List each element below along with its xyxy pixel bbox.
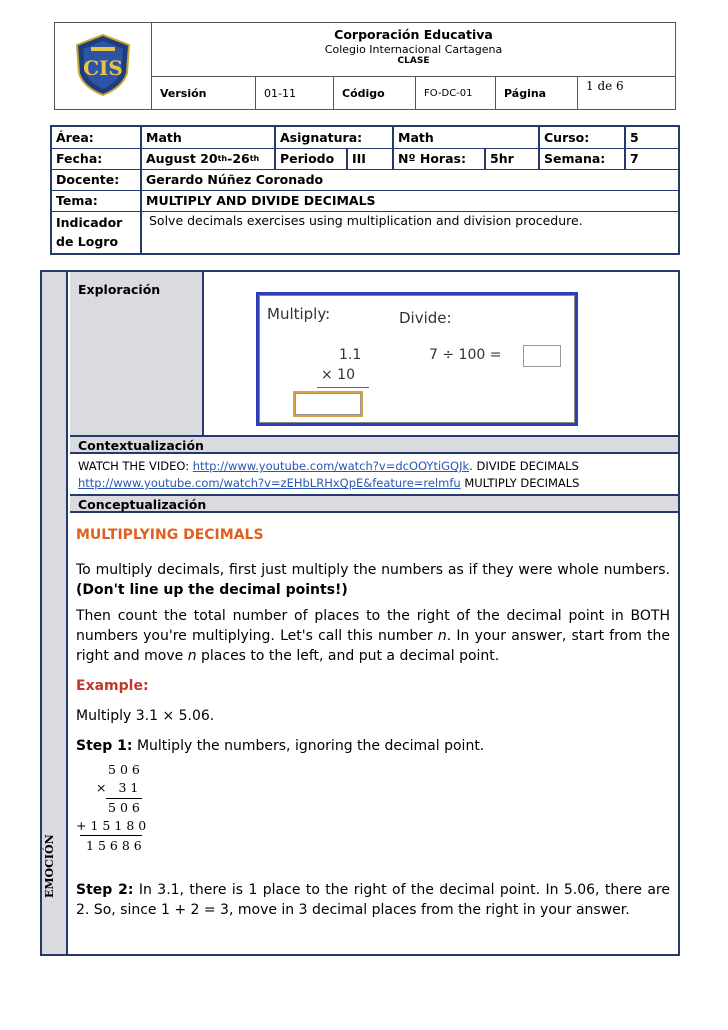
doc-type: CLASE — [397, 56, 430, 66]
code-value: FO-DC-01 — [416, 77, 496, 110]
concept-bar: Conceptualización — [70, 494, 678, 513]
multiply-answer-box[interactable] — [295, 393, 361, 415]
page-value: 1 de 6 — [586, 79, 624, 93]
emotion-sidebar — [42, 272, 68, 954]
info-row-teacher — [52, 169, 678, 191]
page-label: Página — [496, 77, 578, 110]
period-label: Periodo — [276, 148, 348, 169]
context-bar: Contextualización — [70, 435, 678, 454]
example-text: Multiply 3.1 × 5.06. — [76, 708, 215, 724]
example-label: Example: — [76, 678, 149, 694]
date-value: August 20 th -26 th — [142, 148, 276, 169]
version-label: Versión — [152, 77, 256, 110]
divide-label: Divide: — [399, 309, 452, 327]
header-title-block — [152, 23, 675, 66]
school-logo-icon — [73, 33, 133, 97]
video-link-multiply[interactable]: http://www.youtube.com/watch?v=zEHbLRHxQpE&feature=relmfu — [78, 476, 461, 490]
info-row-area — [52, 127, 678, 149]
calc-line-4: +15180 — [76, 818, 151, 833]
info-row-date — [52, 148, 678, 170]
course-label: Curso: — [540, 127, 626, 148]
week-label: Semana: — [540, 148, 626, 169]
divide-answer-box[interactable] — [523, 345, 561, 367]
info-row-topic — [52, 190, 678, 212]
exploration-image — [256, 292, 578, 426]
multiply-times-line: × 10 — [321, 367, 355, 383]
document-header — [54, 22, 676, 110]
step2: Step 2: In 3.1, there is 1 place to the right of the decimal point. In 5.06, there are 2. So, since 1 + 2 = 3, move in 3 decimal places from the right in your answer. — [76, 882, 670, 918]
subject-value: Math — [394, 127, 540, 148]
teacher-label: Docente: — [52, 169, 142, 190]
area-label: Área: — [52, 127, 142, 148]
calc-line-1: 506 — [108, 762, 144, 777]
video-link-divide[interactable]: http://www.youtube.com/watch?v=dcOOYtiGQJk — [192, 459, 470, 473]
exploration-label: Exploración — [78, 282, 161, 297]
org-name: Corporación Educativa — [334, 27, 493, 42]
date-label: Fecha: — [52, 148, 142, 169]
period-value: III — [348, 148, 394, 169]
calc-line-3: 506 — [108, 800, 144, 815]
indicator-label: Indicador de Logro — [52, 211, 142, 253]
divide-expression: 7 ÷ 100 = — [429, 347, 502, 363]
hours-value: 5hr — [486, 148, 540, 169]
concept-paragraph-2: Then count the total number of places to the right of the decimal point in BOTH numbers you're multiplying. Let's call this number n. In your answer, start from the right and move n places to the left, and put a decimal point. — [76, 608, 670, 664]
multiply-label: Multiply: — [267, 305, 331, 323]
logo-cell — [55, 23, 152, 109]
concept-paragraph-1: To multiply decimals, first just multiply the numbers as if they were whole numbers. (Don't line up the decimal points!) — [76, 562, 670, 598]
code-label: Código — [334, 77, 416, 110]
hours-label: Nº Horas: — [394, 148, 486, 169]
indicator-value: Solve decimals exercises using multiplication and division procedure. — [149, 213, 583, 228]
course-value: 5 — [630, 130, 639, 145]
calc-line-5: 15686 — [86, 838, 146, 853]
sidebar-label: EMOCIÓN — [43, 834, 56, 898]
header-meta-row — [152, 76, 675, 109]
exploration-label-cell — [70, 272, 204, 437]
class-info-table — [50, 125, 680, 255]
topic-value: MULTIPLY AND DIVIDE DECIMALS — [146, 193, 376, 208]
context-text: WATCH THE VIDEO: http://www.youtube.com/watch?v=dcOOYtiGQJk. DIVIDE DECIMALS http://www.youtube.com/watch?v=zEHbLRHxQpE&feature=relmfu MULTIPLY DECIMALS — [78, 459, 580, 490]
calc-line-2: × 31 — [96, 780, 143, 795]
concept-heading: MULTIPLYING DECIMALS — [76, 527, 264, 543]
version-value: 01-11 — [256, 77, 334, 110]
step1: Step 1: Multiply the numbers, ignoring the decimal point. — [76, 738, 485, 754]
teacher-value: Gerardo Núñez Coronado — [146, 172, 324, 187]
area-value: Math — [142, 127, 276, 148]
multiply-top-number: 1.1 — [339, 347, 362, 363]
svg-text:CIS: CIS — [83, 56, 123, 80]
week-value: 7 — [630, 151, 639, 166]
info-row-indicator — [52, 211, 678, 253]
school-name: Colegio Internacional Cartagena — [324, 43, 503, 56]
subject-label: Asignatura: — [276, 127, 394, 148]
topic-label: Tema: — [52, 190, 142, 211]
